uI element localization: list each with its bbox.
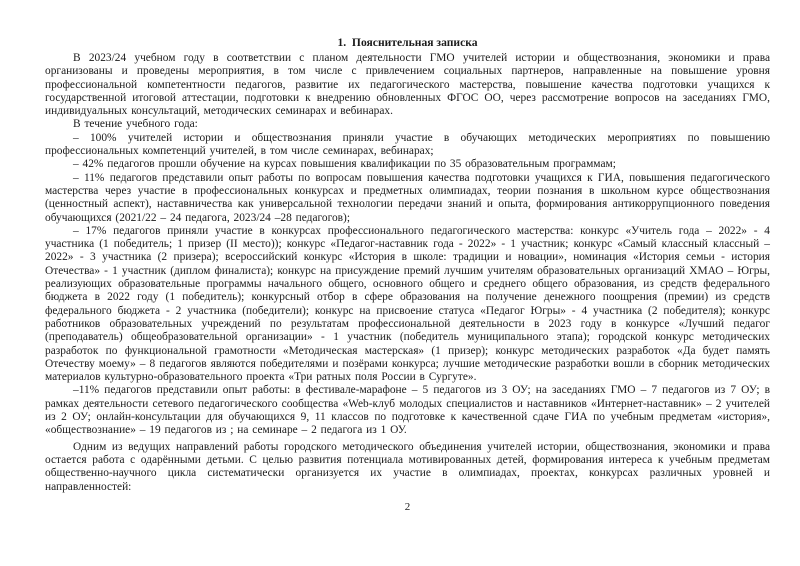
- bullet-11-percent-festival: –11% педагогов представили опыт работы: в фестивале-марафоне – 5 педагогов из 3 ОУ; на заседаниях ГМО – 7 педагогов из 7 ОУ; в рамках деятельности сетевого педагогического сообщества «Web-клуб молодых специалистов и наставников «Интернет-наставник» – 2 учителей из 2 ОУ; онлайн-консультации для обучающихся 9, 11 классов по подготовке к качественной сдаче ГИА по учебным предметам «история», «обществознание» – 19 педагогов из ; на семинаре – 2 педагога из 1 ОУ.: [45, 384, 770, 437]
- bullet-17-percent-contests: – 17% педагогов приняли участие в конкурсах профессионального педагогического мастерства: конкурс «Учитель года – 2022» - 4 участника (1 победитель; 1 призер (II место)); конкурс «Педагог-наставник года - 2022» - 1 участник; конкурс «Самый классный классный – 2022» - 3 участника (2 призера); всероссийский конкурс «История в школе: традиции и новации», номинация «История семьи - история Отечества» - 1 участник (диплом финалиста); конкурс на присуждение премий лучшим учителям образовательных организаций ХМАО – Югры, реализующих образовательные программы начального общего, основного общего и среднего общего образования, из средств федерального бюджета в 2022 году (1 победитель); конкурсный отбор в сфере образования на получение денежного поощрения (премии) из средств федерального бюджета - 2 участника (победители); конкурс на присвоение статуса «Педагог Югры» - 4 участника (2 победителя); конкурс работников образовательных учреждений по результатам профессиональной деятельности в 2023 году в конкурсе «Лучший педагог (преподаватель) общеобразовательной организации» - 1 участник (победитель муниципального этапа); городской конкурс методических разработок по функциональной грамотности «Методическая мастерская» (1 призер); конкурс методических разработок «Да будет память Отечеству моему» – 8 педагогов являются победителями и позёрами конкурса; лучшие методические разработки вошли в сборник методических материалов культурно-образовательного проекта «Три ратных поля России в Сургуте».: [45, 224, 770, 384]
- page-number: 2: [404, 501, 411, 513]
- bullet-42-percent-courses: – 42% педагогов прошли обучение на курсах повышения квалификации по 35 образовательным программам;: [73, 158, 616, 171]
- paragraph-intro: В 2023/24 учебном году в соответствии с планом деятельности ГМО учителей истории и обществознания, экономики и права организованы и проведены мероприятия, в том числе с привлечением социальных партнеров, направленные на повышение уровня профессиональной компетентности педагогов, развитие их педагогического мастерства, повышение качества подготовки учащихся к государственной итоговой аттестации, подготовки к внедрению обновленных ФГОС ОО, через рассмотрение вопросов на заседаниях ГМО, индивидуальных консультаций, методических семинарах и вебинарах.: [45, 52, 770, 118]
- bullet-100-percent-teachers: – 100% учителей истории и обществознания приняли участие в обучающих методических мероприятиях по повышению профессиональных компетенций учителей, в том числе семинарах, вебинарах;: [45, 131, 770, 158]
- paragraph-gifted-children: Одним из ведущих направлений работы городского методического объединения учителей истории, обществознания, экономики и права остается работа с одарёнными детьми. С целью развития потенциала мотивированных детей, формирования интереса к учебным предметам общественно-научного цикла систематически организуется их участие в олимпиадах, проектах, конкурсах различных уровней и направленностей:: [45, 440, 770, 493]
- section-title: 1. Пояснительная записка: [337, 36, 478, 49]
- paragraph-school-year-lead: В течение учебного года:: [73, 118, 198, 131]
- document-content: [45, 36, 770, 494]
- bullet-11-percent-experience: – 11% педагогов представили опыт работы по вопросам повышения качества подготовки учащихся к ГИА, повышения педагогического мастерства через участие в профессиональных конкурсах и предметных олимпиадах, теории познания в школьном курсе обществознания (ценностный аспект), наставничества как универсальной технологии передачи знаний и опыта, формирования антикоррупционного поведения обучающихся (2021/22 – 24 педагога, 2023/24 –28 педагогов);: [45, 171, 770, 224]
